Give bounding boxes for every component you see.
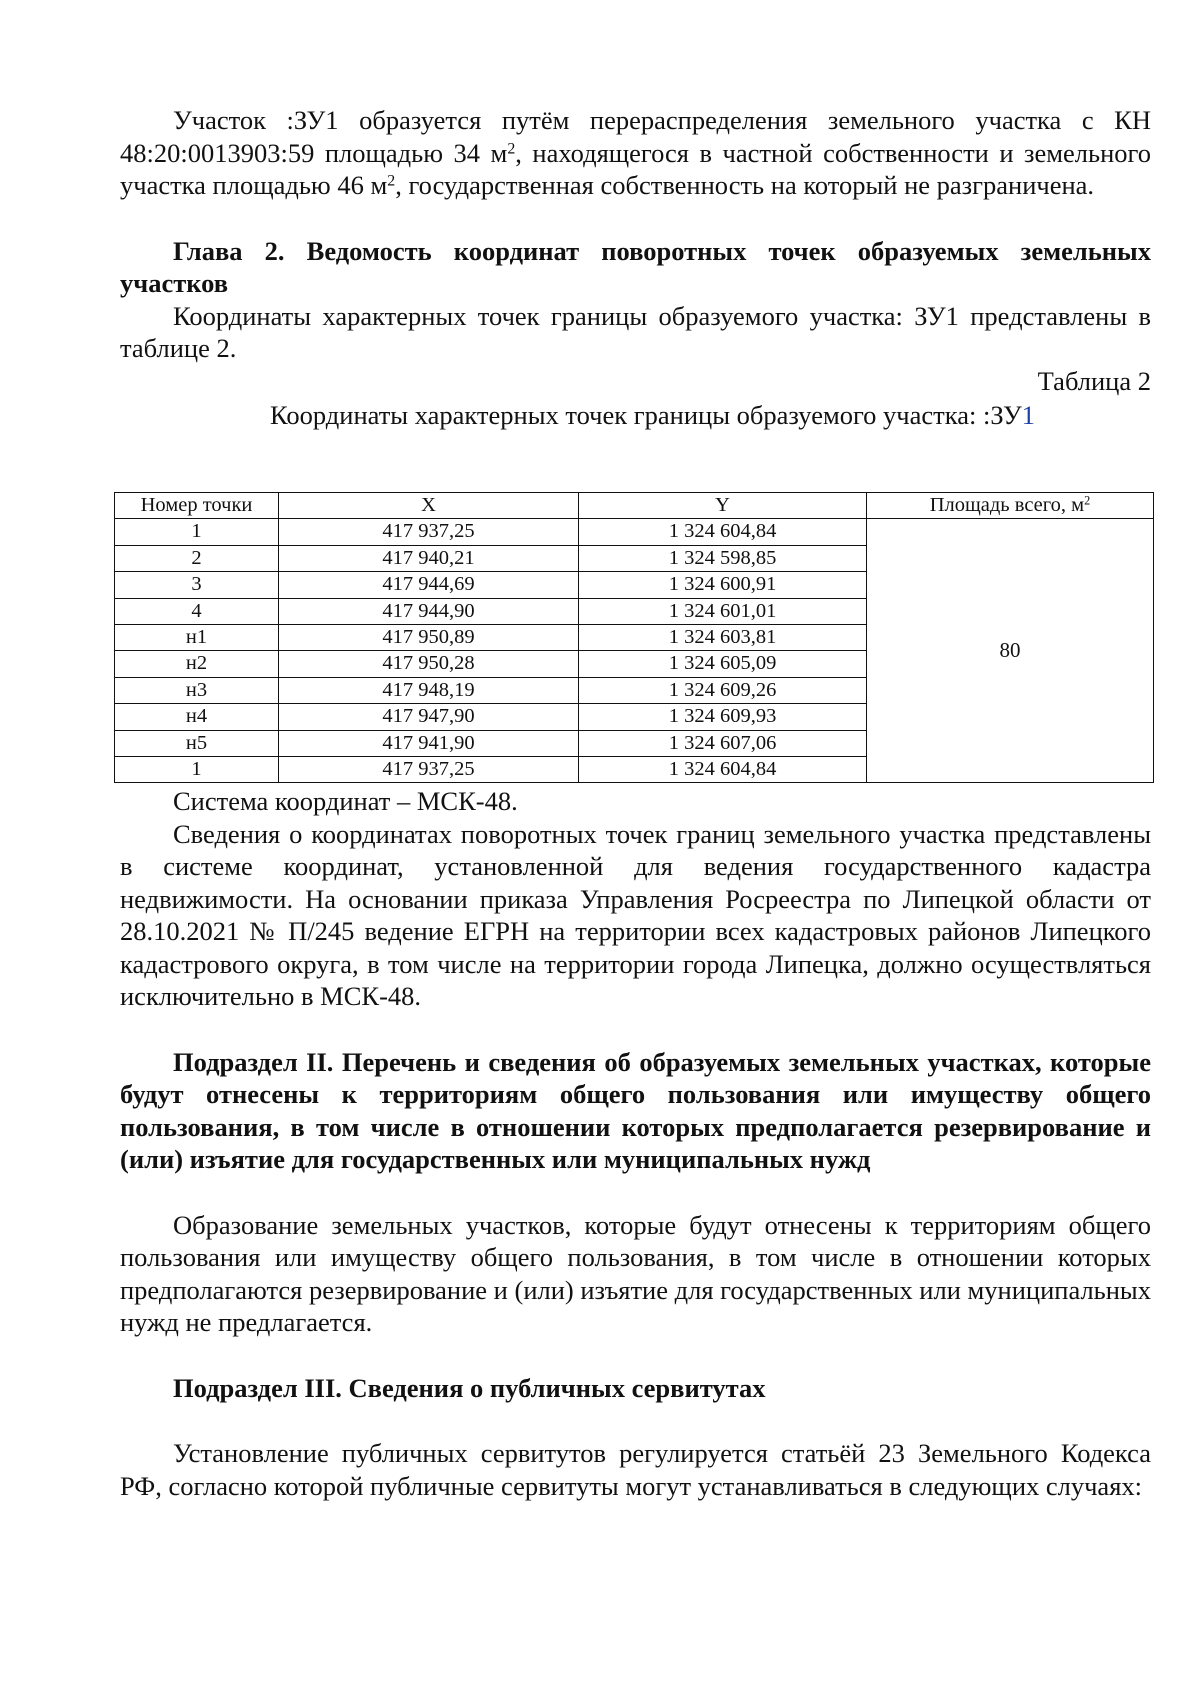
- header-y: Y: [579, 493, 867, 519]
- paragraph-public-servitudes: Установление публичных сервитутов регулируется статьёй 23 Земельного Кодекса РФ, согласно которой публичные сервитуты могут устанавливаться в следующих случаях:: [120, 1438, 1151, 1501]
- paragraph-table-intro: Координаты характерных точек границы образуемого участка: ЗУ1 представлены в таблице 2.: [120, 300, 1151, 363]
- coordinate-system-note: Система координат – МСК-48.: [173, 786, 518, 816]
- cell-point: н4: [115, 704, 279, 730]
- cell-x: 417 948,19: [279, 677, 579, 703]
- cell-point: н2: [115, 651, 279, 677]
- cell-x: 417 947,90: [279, 704, 579, 730]
- cell-x: 417 937,25: [279, 757, 579, 783]
- cell-point: 1: [115, 519, 279, 545]
- cell-y: 1 324 604,84: [579, 757, 867, 783]
- paragraph-public-use-plots: Образование земельных участков, которые будут отнесены к территориям общего пользования или имуществу общего пользования, в том числе в отношении которых предполагаются резервирование и (или) изъятие для государственных или муниципальных нужд не предлагается.: [120, 1209, 1151, 1337]
- paragraph-text: Участок :ЗУ1 образуется путём перераспределения земельного участка с КН 48:20:0013903:59 площадью 34 м: [120, 105, 1151, 168]
- document-body-continued: [120, 785, 1151, 1502]
- cell-x: 417 950,89: [279, 625, 579, 651]
- cell-point: н1: [115, 625, 279, 651]
- table-header-row: [115, 493, 1154, 519]
- chapter-2-heading: Глава 2. Ведомость координат поворотных точек образуемых земельных участков: [120, 235, 1151, 298]
- cell-x: 417 941,90: [279, 730, 579, 756]
- cell-point: 4: [115, 598, 279, 624]
- subsection-2-heading: Подраздел II. Перечень и сведения об образуемых земельных участках, которые будут отнесены к территориям общего пользования или имуществу общего пользования, в том числе в отношении которых предполагается резервирование и (или) изъятие для государственных или муниципальных нужд: [120, 1046, 1151, 1174]
- table-label: Таблица 2: [1037, 365, 1151, 396]
- cell-point: 1: [115, 757, 279, 783]
- table-caption: [120, 399, 1151, 432]
- header-point-number: Номер точки: [115, 493, 279, 519]
- subsection-3-heading: Подраздел III. Сведения о публичных сервитутах: [173, 1372, 766, 1403]
- coordinates-table: [114, 492, 1154, 783]
- superscript: 2: [387, 172, 396, 190]
- cell-y: 1 324 598,85: [579, 545, 867, 571]
- cell-point: 2: [115, 545, 279, 571]
- table-caption-text: Координаты характерных точек границы образуемого участка: :ЗУ: [270, 400, 1022, 430]
- table-row: [115, 519, 1154, 545]
- cell-y: 1 324 600,91: [579, 572, 867, 598]
- cell-point: н3: [115, 677, 279, 703]
- cell-x: 417 937,25: [279, 519, 579, 545]
- superscript: 2: [1084, 493, 1091, 508]
- cell-x: 417 944,90: [279, 598, 579, 624]
- header-area-text: Площадь всего, м: [929, 494, 1085, 516]
- paragraph-text: , находящегося в частной собственности и земельного участка площадью 46 м: [120, 137, 1151, 200]
- cell-x: 417 944,69: [279, 572, 579, 598]
- superscript: 2: [507, 139, 516, 157]
- cell-y: 1 324 609,93: [579, 704, 867, 730]
- document-page: [120, 104, 1151, 432]
- cell-y: 1 324 603,81: [579, 625, 867, 651]
- paragraph-plot-formation: [120, 104, 1151, 202]
- cell-y: 1 324 605,09: [579, 651, 867, 677]
- cell-area-total: 80: [867, 519, 1154, 783]
- header-x: X: [279, 493, 579, 519]
- cell-x: 417 950,28: [279, 651, 579, 677]
- cell-x: 417 940,21: [279, 545, 579, 571]
- cell-y: 1 324 601,01: [579, 598, 867, 624]
- cell-y: 1 324 607,06: [579, 730, 867, 756]
- cell-point: н5: [115, 730, 279, 756]
- paragraph-text: , государственная собственность на который не разграничена.: [395, 170, 1095, 200]
- cell-point: 3: [115, 572, 279, 598]
- table-caption-suffix: 1: [1021, 400, 1035, 430]
- header-area: [867, 493, 1154, 519]
- cell-y: 1 324 604,84: [579, 519, 867, 545]
- paragraph-coordinates-info: Сведения о координатах поворотных точек границ земельного участка представлены в системе координат, установленной для ведения государственного кадастра недвижимости. На основании приказа Управления Росреестра по Липецкой области от 28.10.2021 № П/245 ведение ЕГРН на территории всех кадастровых районов Липецкого кадастрового округа, в том числе на территории города Липецка, должно осуществляться исключительно в МСК-48.: [120, 818, 1151, 1011]
- cell-y: 1 324 609,26: [579, 677, 867, 703]
